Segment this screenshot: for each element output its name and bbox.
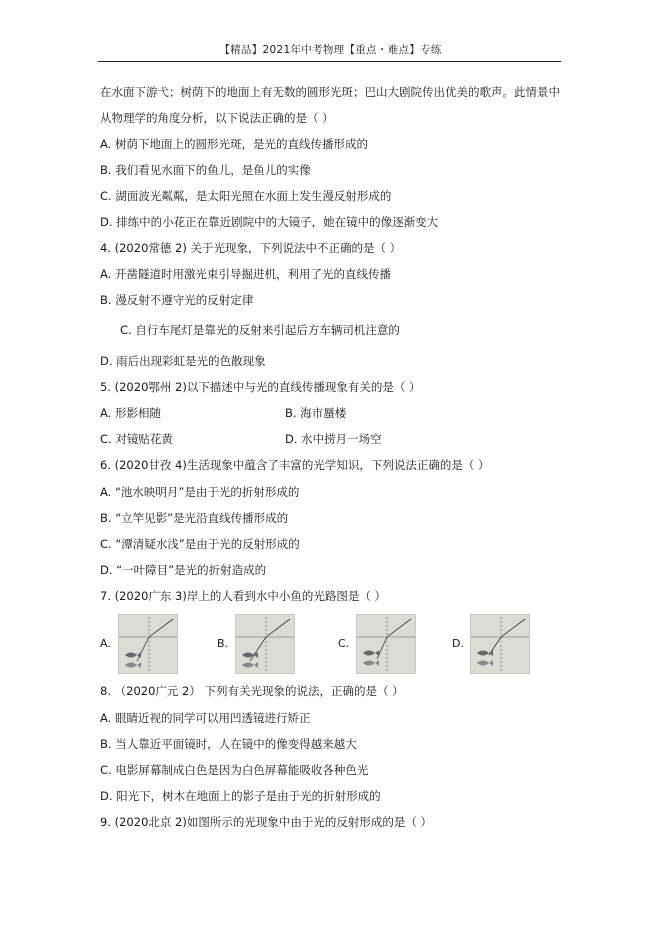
q3-option-b: B. 我们看见水面下的鱼儿，是鱼儿的实像 <box>100 163 311 177</box>
q6-option-c: C. “潭清疑水浅”是由于光的反射形成的 <box>100 537 300 551</box>
q7-figure-c <box>356 614 416 674</box>
q3-option-d: D. 排练中的小花正在靠近剧院中的大镜子，她在镜中的像逐渐变大 <box>100 215 439 229</box>
q3-option-c: C. 湖面波光粼粼，是太阳光照在水面上发生漫反射形成的 <box>100 189 392 203</box>
q8-stem: 8. （2020广元 2） 下列有关光现象的说法，正确的是（ ） <box>100 684 404 698</box>
q7-figure-label-d: D. <box>452 637 464 650</box>
q7-figure-a <box>118 614 178 674</box>
q4-option-c: C. 自行车尾灯是靠光的反射来引起后方车辆司机注意的 <box>120 323 400 337</box>
q8-option-b: B. 当人靠近平面镜时，人在镜中的像变得越来越大 <box>100 737 357 751</box>
q7-figure-label-a: A. <box>100 637 111 650</box>
page-header: 【精品】2021年中考物理【重点・难点】专练 <box>219 44 442 56</box>
text-line-2: 从物理学的角度分析，以下说法正确的是（ ） <box>100 111 334 125</box>
q8-option-c: C. 电影屏幕制成白色是因为白色屏幕能吸收各种色光 <box>100 763 369 777</box>
q7-figure-b <box>235 614 295 674</box>
q8-option-d: D. 阳光下，树木在地面上的影子是由于光的折射形成的 <box>100 789 381 803</box>
q6-stem: 6. (2020甘孜 4)生活现象中蕴含了丰富的光学知识，下列说法正确的是（ ） <box>100 458 490 472</box>
q5-option-a: A. 形影相随 <box>100 406 161 420</box>
q4-stem: 4. (2020常德 2) 关于光现象，下列说法中不正确的是（ ） <box>100 241 402 255</box>
text-line-1: 在水面下游弋；树荫下的地面上有无数的圆形光斑；巴山大剧院传出优美的歌声。此情景中 <box>100 85 560 99</box>
q5-option-c: C. 对镜贴花黄 <box>100 432 173 446</box>
q5-option-b: B. 海市蜃楼 <box>285 406 347 420</box>
q7-figure-label-b: B. <box>217 637 229 650</box>
q4-option-b: B. 漫反射不遵守光的反射定律 <box>100 293 254 307</box>
q6-option-a: A. “池水映明月”是由于光的折射形成的 <box>100 485 300 499</box>
q7-figure-label-c: C. <box>338 637 350 650</box>
header-rule <box>98 61 561 62</box>
q6-option-b: B. “立竿见影”是光沿直线传播形成的 <box>100 511 289 525</box>
q3-option-a: A. 树荫下地面上的圆形光斑，是光的直线传播形成的 <box>100 137 368 151</box>
q7-stem: 7. (2020广东 3)岸上的人看到水中小鱼的光路图是（ ） <box>100 589 386 603</box>
q4-option-a: A. 开凿隧道时用激光束引导掘进机，利用了光的直线传播 <box>100 267 391 281</box>
q5-option-d: D. 水中捞月一场空 <box>285 432 382 446</box>
q9-stem: 9. (2020北京 2)如图所示的光现象中由于光的反射形成的是（ ） <box>100 815 432 829</box>
q4-option-d: D. 雨后出现彩虹是光的色散现象 <box>100 354 266 368</box>
q6-option-d: D. “一叶障目”是光的折射造成的 <box>100 563 267 577</box>
q5-stem: 5. (2020鄂州 2)以下描述中与光的直线传播现象有关的是（ ） <box>100 380 421 394</box>
q8-option-a: A. 眼睛近视的同学可以用凹透镜进行矫正 <box>100 711 311 725</box>
q7-figure-d <box>470 614 530 674</box>
